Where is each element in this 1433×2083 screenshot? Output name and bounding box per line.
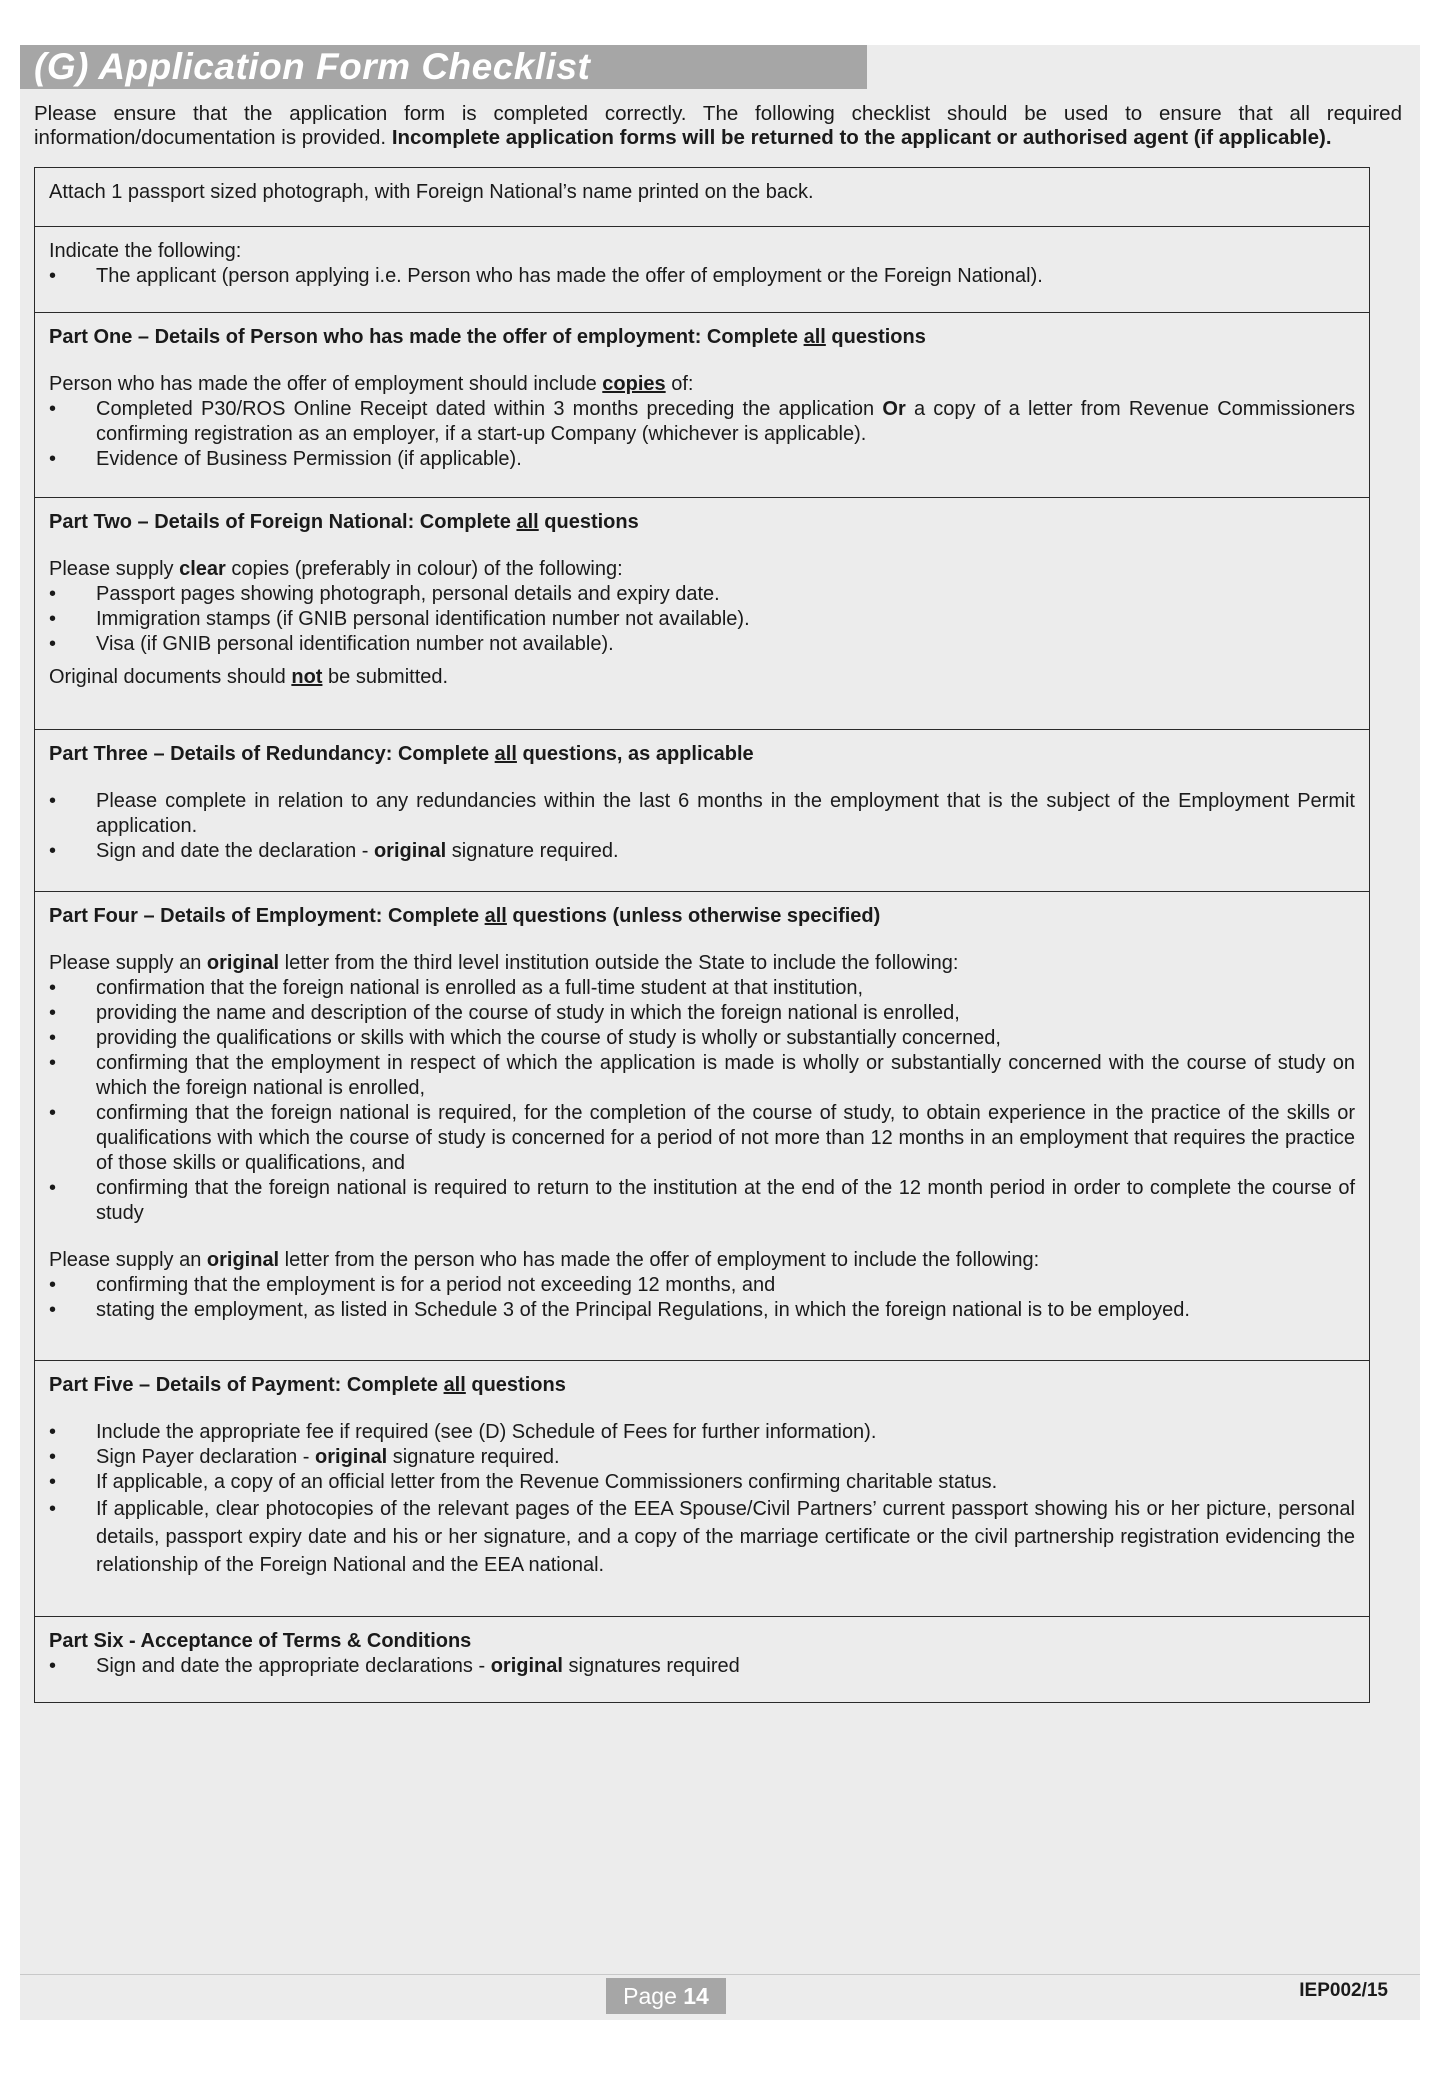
page-title: (G) Application Form Checklist [20, 45, 867, 89]
list-item: • providing the name and description of the course of study in which the foreign national is enrolled, [49, 1001, 1355, 1026]
list-item: • Sign Payer declaration - original signature required. [49, 1445, 1355, 1470]
part-three-title: Part Three – Details of Redundancy: Complete all questions, as applicable [49, 743, 754, 765]
list-item: • confirming that the foreign national is required, for the completion of the course of study, to obtain experience in the practice of the skills or qualifications with which the course of study is concerned for a period of not more than 12 months in an employment that requires the practice of those skills or qualifications, and [49, 1101, 1355, 1176]
part-four-lead-employer: Please supply an original letter from the person who has made the offer of employment to include the following: [49, 1249, 1040, 1271]
page-number-badge: Page 14 [606, 1978, 726, 2014]
list-item: • If applicable, a copy of an official letter from the Revenue Commissioners confirming charitable status. [49, 1470, 1355, 1495]
part-one-title: Part One – Details of Person who has made the offer of employment: Complete all questions [49, 326, 926, 348]
indicate-lead: Indicate the following: [49, 240, 242, 262]
list-item: • Please complete in relation to any redundancies within the last 6 months in the employment that is the subject of the Employment Permit application. [49, 789, 1355, 839]
list-item: • Passport pages showing photograph, personal details and expiry date. [49, 582, 1355, 607]
part-two-section [35, 497, 1369, 729]
list-item: • Sign and date the appropriate declarations - original signatures required [49, 1654, 1355, 1679]
intro-text: Please ensure that the application form is completed correctly. The following checklist should be used to ensure that all required information/documentation is provided. [34, 102, 1402, 149]
part-two-title: Part Two – Details of Foreign National: Complete all questions [49, 511, 639, 533]
photo-instruction: Attach 1 passport sized photograph, with Foreign National’s name printed on the back. [49, 181, 814, 203]
part-four-lead-institution: Please supply an original letter from the third level institution outside the State to include the following: [49, 952, 959, 974]
list-item: • Include the appropriate fee if required (see (D) Schedule of Fees for further information). [49, 1420, 1355, 1445]
part-four-title: Part Four – Details of Employment: Complete all questions (unless otherwise specified) [49, 905, 881, 927]
photo-section [35, 168, 1369, 226]
list-item: • confirming that the employment is for a period not exceeding 12 months, and [49, 1273, 1355, 1298]
list-item: • stating the employment, as listed in Schedule 3 of the Principal Regulations, in which the foreign national is to be employed. [49, 1298, 1355, 1323]
part-one-section [35, 312, 1369, 497]
indicate-section [35, 226, 1369, 312]
list-item: • Immigration stamps (if GNIB personal identification number not available). [49, 607, 1355, 632]
intro-warning: Incomplete application forms will be returned to the applicant or authorised agent (if applicable). [391, 126, 1332, 149]
list-item: • confirmation that the foreign national is enrolled as a full-time student at that institution, [49, 976, 1355, 1001]
list-item: • confirming that the employment in respect of which the application is made is wholly or substantially concerned with the course of study on which the foreign national is enrolled, [49, 1051, 1355, 1101]
part-one-lead: Person who has made the offer of employment should include copies of: [49, 373, 694, 395]
list-item: • The applicant (person applying i.e. Person who has made the offer of employment or the Foreign National). [49, 264, 1355, 289]
part-four-section [35, 891, 1369, 1360]
list-item: • Evidence of Business Permission (if applicable). [49, 447, 1355, 472]
list-item: • providing the qualifications or skills with which the course of study is wholly or substantially concerned, [49, 1026, 1355, 1051]
checklist-table [34, 167, 1370, 1703]
part-three-section [35, 729, 1369, 891]
part-six-title: Part Six - Acceptance of Terms & Conditions [49, 1630, 472, 1652]
list-item: • If applicable, clear photocopies of the relevant pages of the EEA Spouse/Civil Partners’ current passport showing his or her picture, personal details, passport expiry date and his or her signature, and a copy of the marriage certificate or the civil partnership registration evidencing the relationship of the Foreign National and the EEA national. [49, 1495, 1355, 1579]
part-two-lead: Please supply clear copies (preferably in colour) of the following: [49, 558, 623, 580]
part-two-note: Original documents should not be submitted. [49, 666, 449, 688]
list-item: • Sign and date the declaration - original signature required. [49, 839, 1355, 864]
document-code: IEP002/15 [1299, 1980, 1388, 2001]
list-item: • Completed P30/ROS Online Receipt dated within 3 months preceding the application Or a copy of a letter from Revenue Commissioners confirming registration as an employer, if a start-up Company (whichever is applicable). [49, 397, 1355, 447]
intro-paragraph [34, 102, 1402, 150]
part-six-section [35, 1616, 1369, 1702]
footer-divider [20, 1974, 1420, 1975]
list-item: • Visa (if GNIB personal identification number not available). [49, 632, 1355, 657]
list-item: • confirming that the foreign national is required to return to the institution at the end of the 12 month period in order to complete the course of study [49, 1176, 1355, 1226]
part-five-section [35, 1360, 1369, 1616]
part-five-title: Part Five – Details of Payment: Complete all questions [49, 1374, 566, 1396]
